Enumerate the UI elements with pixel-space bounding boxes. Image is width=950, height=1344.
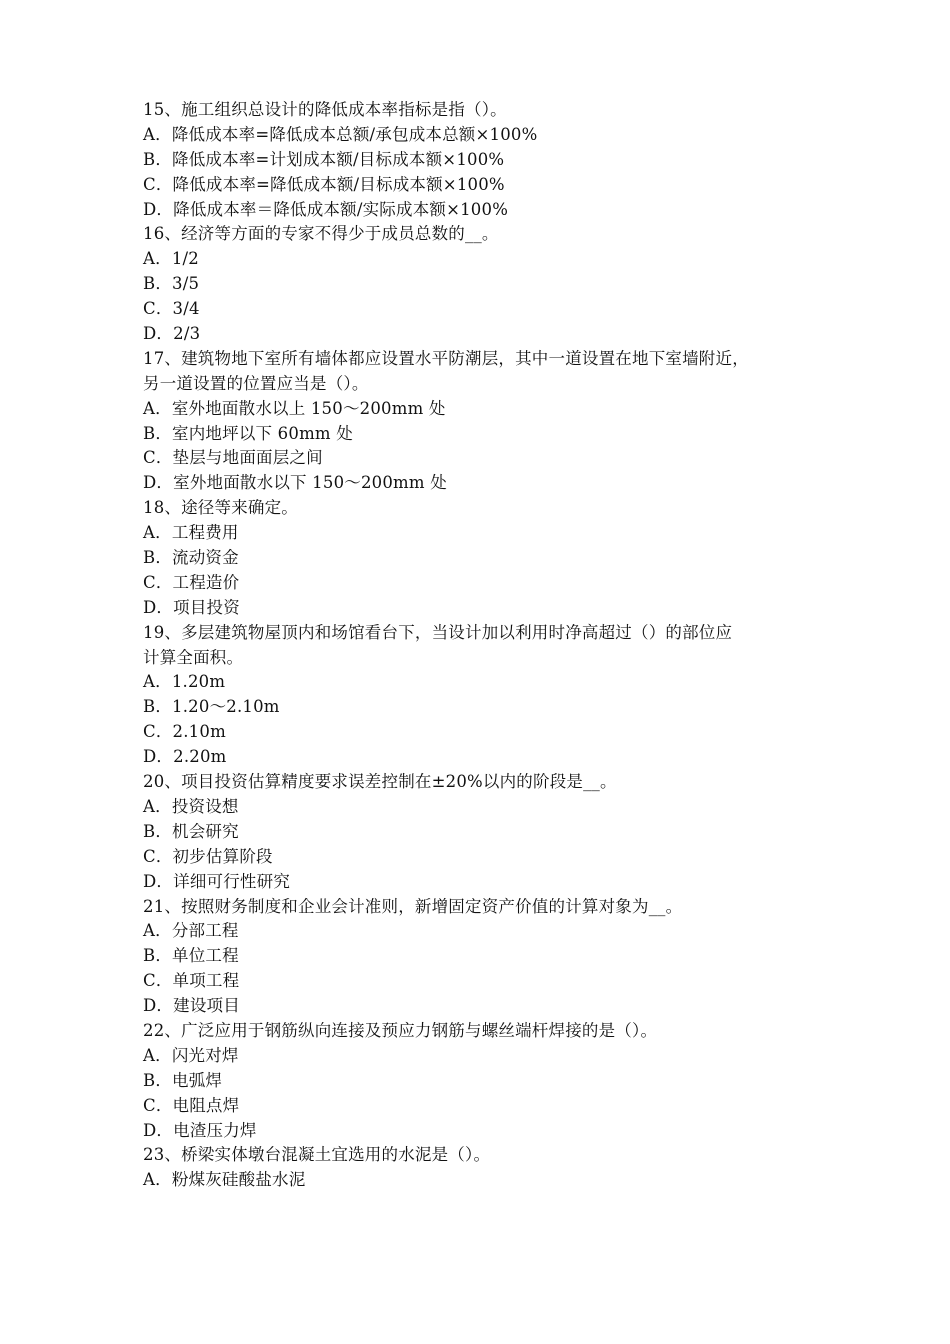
question-21-option-d: D．建设项目 bbox=[143, 996, 240, 1016]
question-17-option-d: D．室外地面散水以下 150～200mm 处 bbox=[143, 473, 447, 493]
question-21-option-a: A．分部工程 bbox=[143, 921, 239, 941]
question-15-option-b: B．降低成本率=计划成本额/目标成本额×100% bbox=[143, 149, 505, 169]
question-20-option-a: A．投资设想 bbox=[143, 796, 239, 816]
question-15-option-a: A．降低成本率=降低成本总额/承包成本总额×100% bbox=[143, 124, 538, 144]
question-16-option-d: D．2/3 bbox=[143, 324, 201, 344]
question-20-option-b: B．机会研究 bbox=[143, 821, 239, 841]
question-18-option-d: D．项目投资 bbox=[143, 597, 240, 617]
question-20-text: 20、项目投资估算精度要求误差控制在±20%以内的阶段是__。 bbox=[143, 772, 617, 792]
question-21-option-b: B．单位工程 bbox=[143, 946, 239, 966]
question-15-option-c: C．降低成本率=降低成本额/目标成本额×100% bbox=[143, 174, 505, 194]
question-18-option-b: B．流动资金 bbox=[143, 548, 239, 568]
question-22-option-b: B．电弧焊 bbox=[143, 1070, 223, 1090]
question-21-text: 21、按照财务制度和企业会计准则，新增固定资产价值的计算对象为__。 bbox=[143, 896, 683, 916]
question-15-text: 15、施工组织总设计的降低成本率指标是指（）。 bbox=[143, 100, 507, 119]
question-17-text-line-1: 17、建筑物地下室所有墙体都应设置水平防潮层，其中一道设置在地下室墙附近， bbox=[143, 348, 749, 368]
question-18-text: 18、途径等来确定。 bbox=[143, 498, 298, 518]
question-16-text: 16、经济等方面的专家不得少于成员总数的__。 bbox=[143, 224, 499, 244]
question-20-option-d: D．详细可行性研究 bbox=[143, 871, 291, 891]
question-22-text: 22、广泛应用于钢筋纵向连接及预应力钢筋与螺丝端杆焊接的是（）。 bbox=[143, 1020, 658, 1040]
question-17-option-c: C．垫层与地面面层之间 bbox=[143, 448, 323, 468]
document-body bbox=[143, 98, 833, 1193]
question-19-option-a: A．1.20m bbox=[143, 672, 226, 692]
question-19-option-d: D．2.20m bbox=[143, 747, 227, 767]
question-18-option-a: A．工程费用 bbox=[143, 523, 239, 543]
question-23-text: 23、桥梁实体墩台混凝土宜选用的水泥是（）。 bbox=[143, 1145, 491, 1165]
question-22-option-c: C．电阻点焊 bbox=[143, 1095, 240, 1115]
question-17-option-b: B．室内地坪以下 60mm 处 bbox=[143, 423, 353, 443]
question-22-option-d: D．电渣压力焊 bbox=[143, 1120, 257, 1140]
question-19-option-b: B．1.20～2.10m bbox=[143, 697, 280, 717]
question-18-option-c: C．工程造价 bbox=[143, 572, 240, 592]
question-15-option-d: D．降低成本率＝降低成本额/实际成本额×100% bbox=[143, 199, 509, 219]
question-22-option-a: A．闪光对焊 bbox=[143, 1045, 239, 1065]
question-16-option-a: A．1/2 bbox=[143, 249, 199, 269]
question-16-option-b: B．3/5 bbox=[143, 274, 200, 294]
question-19-text-line-2: 计算全面积。 bbox=[143, 647, 244, 667]
question-23-option-a: A．粉煤灰硅酸盐水泥 bbox=[143, 1170, 306, 1190]
question-17-text-line-2: 另一道设置的位置应当是（）。 bbox=[143, 373, 369, 393]
question-20-option-c: C．初步估算阶段 bbox=[143, 846, 273, 866]
question-17-option-a: A．室外地面散水以上 150～200mm 处 bbox=[143, 398, 446, 418]
question-19-text-line-1: 19、多层建筑物屋顶内和场馆看台下，当设计加以利用时净高超过（）的部位应 bbox=[143, 622, 733, 642]
question-16-option-c: C．3/4 bbox=[143, 299, 200, 319]
question-19-option-c: C．2.10m bbox=[143, 722, 226, 742]
question-21-option-c: C．单项工程 bbox=[143, 971, 240, 991]
